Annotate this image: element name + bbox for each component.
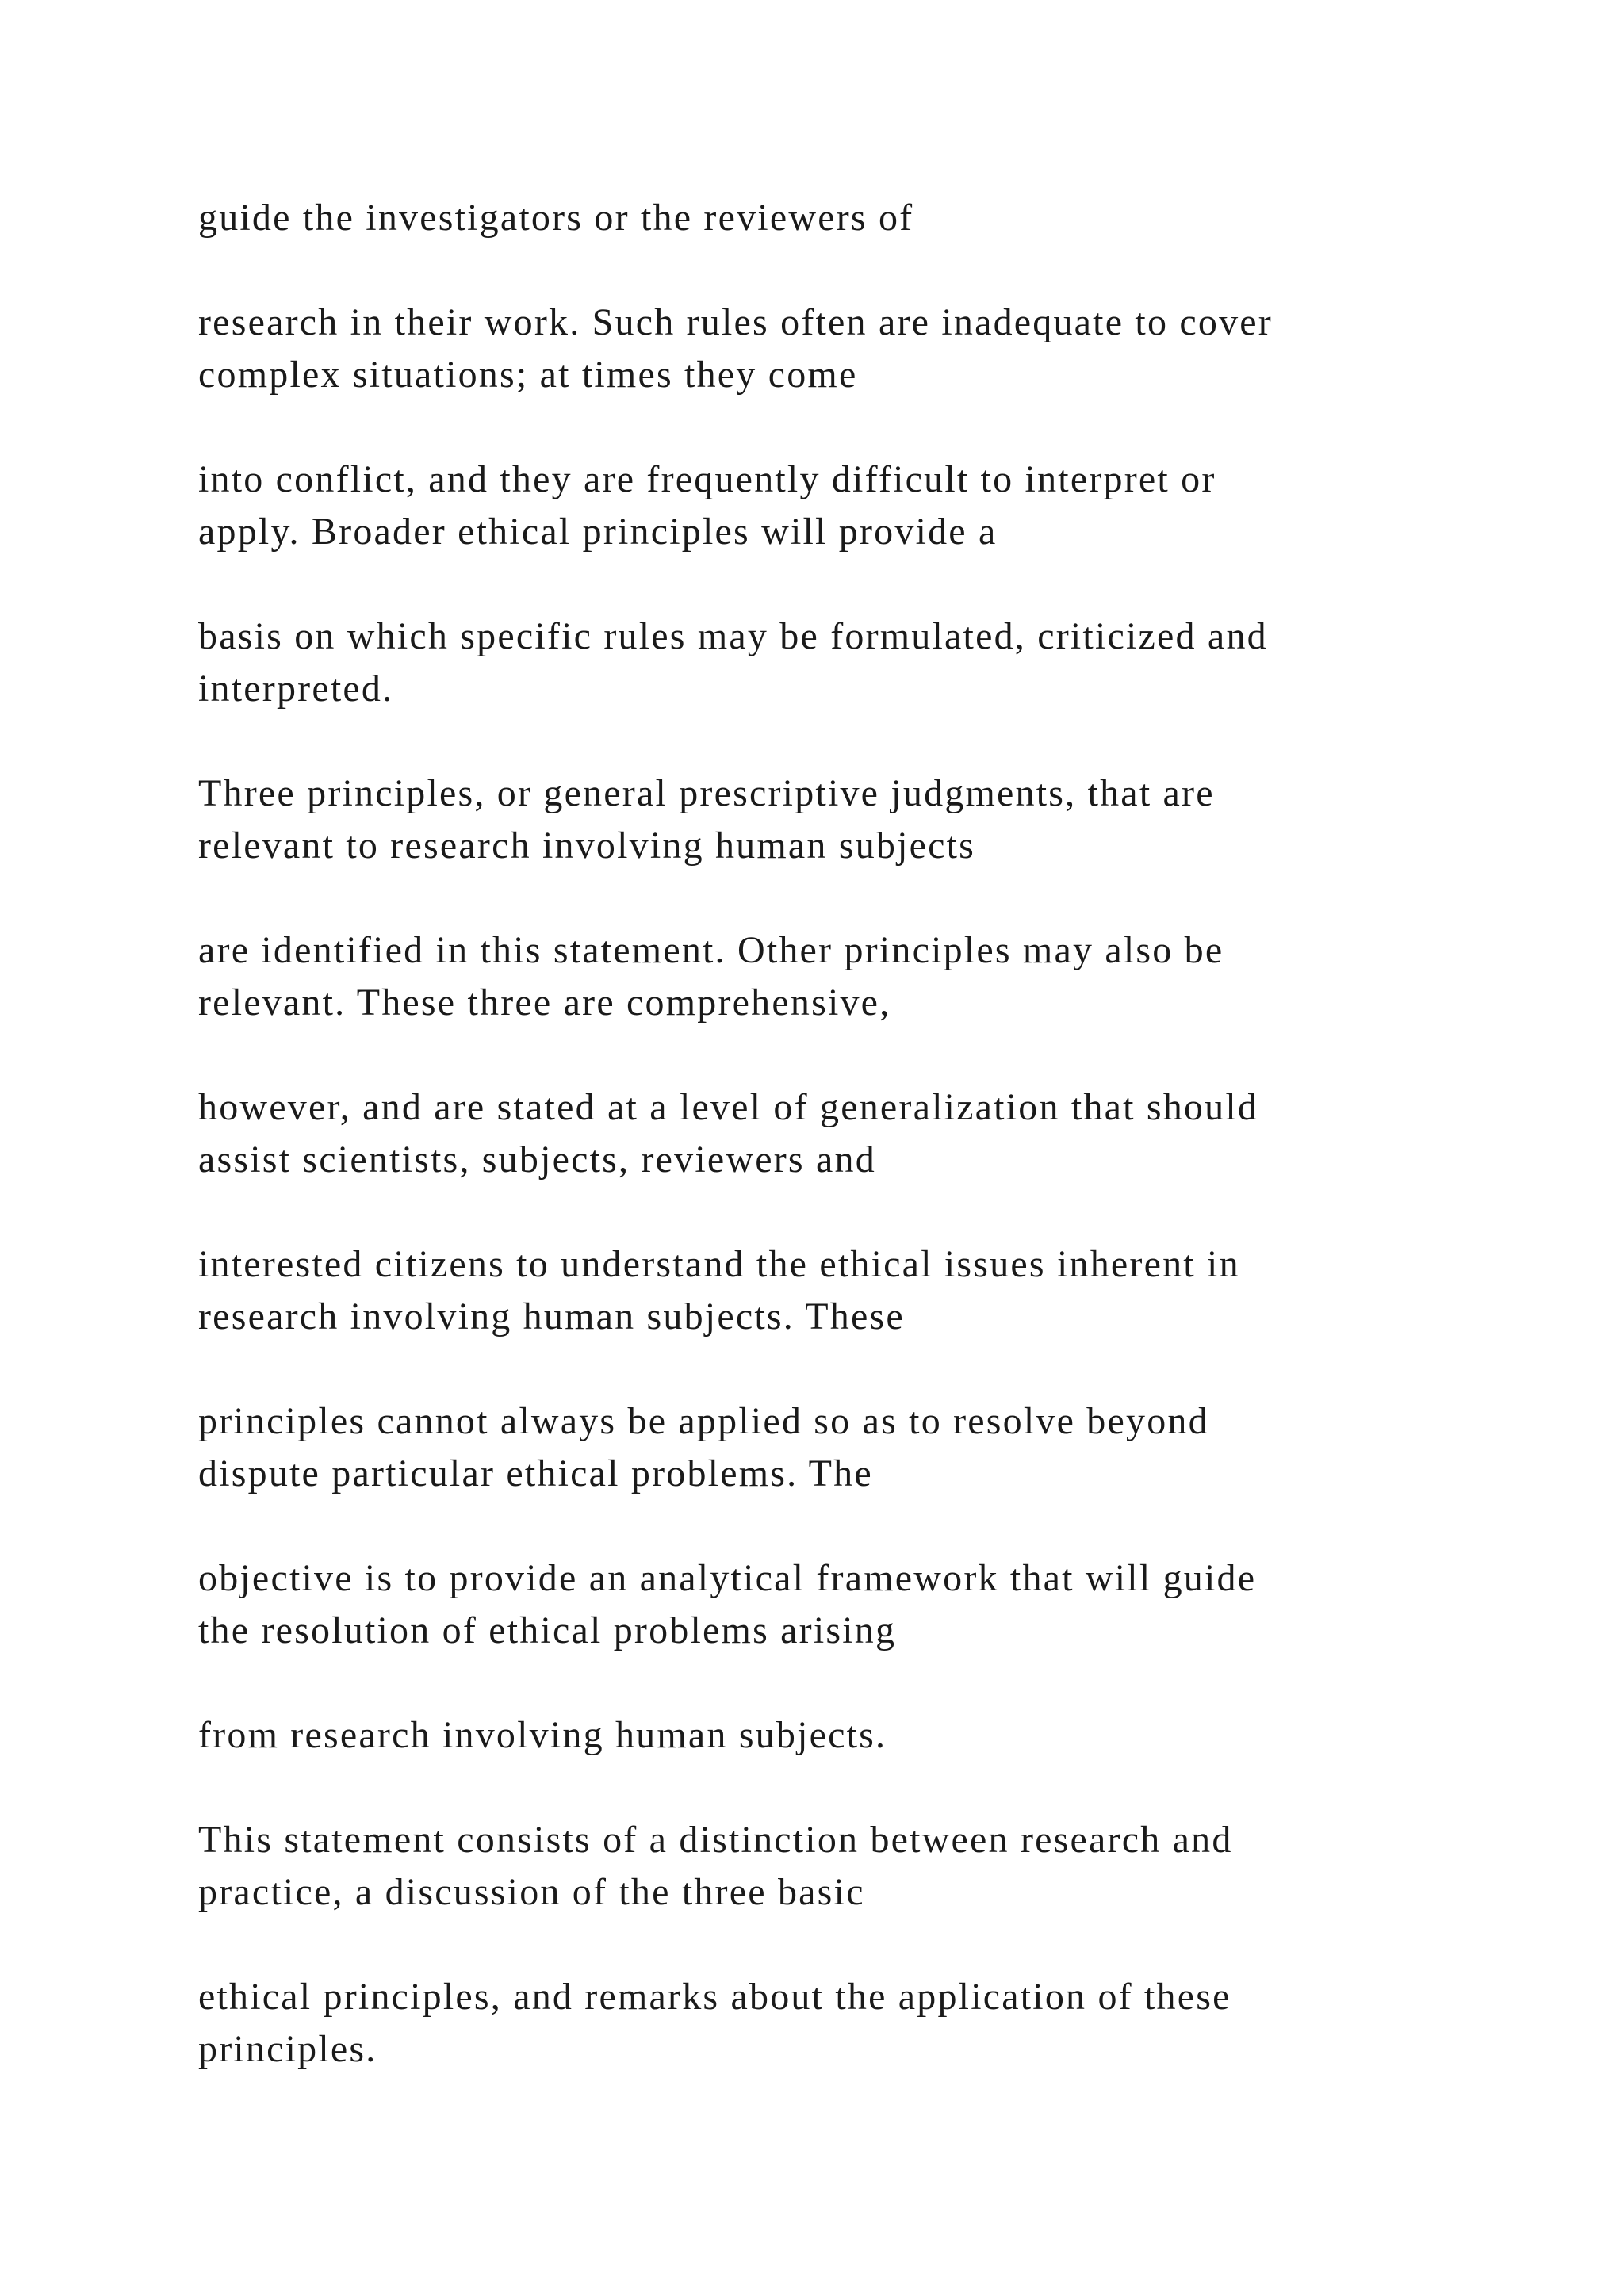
paragraph	[198, 610, 1578, 715]
text-line: into conflict, and they are frequently difficult to interpret or	[198, 458, 1216, 500]
text-line: This statement consists of a distinction between research and	[198, 1819, 1233, 1861]
text-line: dispute particular ethical problems. The	[198, 1452, 873, 1494]
text-line: principles.	[198, 2028, 377, 2070]
text-line: principles cannot always be applied so as to resolve beyond	[198, 1400, 1209, 1442]
text-line: research involving human subjects. These	[198, 1295, 905, 1337]
paragraph	[198, 297, 1578, 401]
paragraph	[198, 1552, 1578, 1657]
text-line: the resolution of ethical problems arising	[198, 1609, 897, 1651]
paragraph	[198, 1971, 1578, 2076]
text-line: objective is to provide an analytical framework that will guide	[198, 1557, 1257, 1599]
text-line: ethical principles, and remarks about the application of these	[198, 1976, 1231, 2018]
text-line: relevant. These three are comprehensive,	[198, 982, 891, 1024]
paragraph	[198, 1395, 1578, 1500]
paragraph	[198, 1814, 1578, 1919]
paragraph	[198, 192, 1578, 244]
document-body	[198, 192, 1578, 2128]
paragraph	[198, 1709, 1578, 1762]
paragraph	[198, 1238, 1578, 1343]
paragraph	[198, 767, 1578, 872]
text-line: complex situations; at times they come	[198, 354, 858, 396]
text-line: apply. Broader ethical principles will provide a	[198, 511, 998, 553]
text-line: guide the investigators or the reviewers of	[198, 197, 914, 239]
paragraph	[198, 453, 1578, 558]
text-line: interpreted.	[198, 668, 394, 710]
text-line: however, and are stated at a level of generalization that should	[198, 1086, 1259, 1128]
text-line: are identified in this statement. Other principles may also be	[198, 929, 1224, 971]
text-line: assist scientists, subjects, reviewers and	[198, 1138, 876, 1181]
text-line: practice, a discussion of the three basic	[198, 1871, 865, 1913]
text-line: from research involving human subjects.	[198, 1714, 887, 1756]
text-line: relevant to research involving human subjects	[198, 825, 976, 867]
paragraph	[198, 924, 1578, 1029]
paragraph	[198, 1081, 1578, 1186]
text-line: basis on which specific rules may be formulated, criticized and	[198, 615, 1268, 657]
text-line: research in their work. Such rules often are inadequate to cover	[198, 301, 1273, 343]
text-line: Three principles, or general prescriptive judgments, that are	[198, 772, 1215, 814]
text-line: interested citizens to understand the ethical issues inherent in	[198, 1243, 1240, 1285]
